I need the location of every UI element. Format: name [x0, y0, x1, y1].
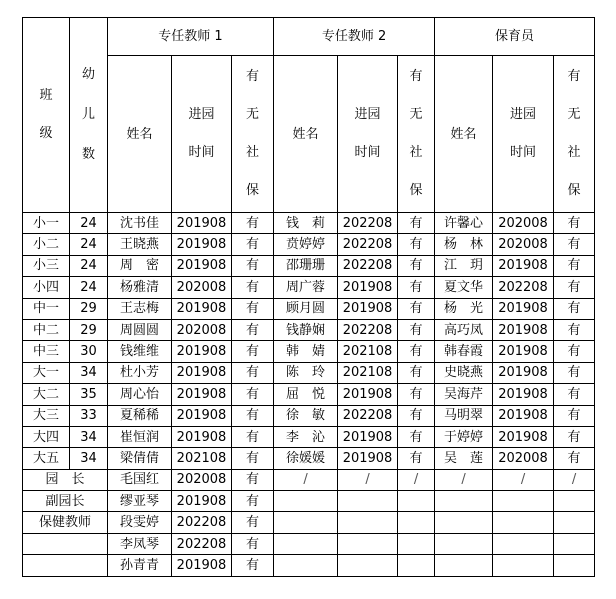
teacher1-insurance: 有	[232, 213, 274, 234]
teacher1-date: 201908	[172, 213, 232, 234]
teacher1-name: 周心怡	[108, 384, 172, 405]
table-row	[23, 341, 595, 362]
teacher2-date: 202108	[338, 341, 398, 362]
caregiver-name: 杨 林	[435, 234, 493, 255]
table-row	[23, 319, 595, 340]
count-cell: 30	[70, 341, 108, 362]
teacher1-name: 杨雅清	[108, 277, 172, 298]
empty-cell	[435, 512, 493, 533]
header-insurance-3: 有无社保	[554, 56, 595, 213]
caregiver-name: 韩春霞	[435, 341, 493, 362]
caregiver-date: 201908	[493, 298, 554, 319]
teacher2-insurance: 有	[398, 426, 435, 447]
table-row	[23, 448, 595, 469]
caregiver-insurance: 有	[554, 298, 595, 319]
header-row-columns	[23, 56, 595, 213]
table-row	[23, 298, 595, 319]
teacher2-name: 徐媛媛	[274, 448, 338, 469]
teacher1-insurance: 有	[232, 277, 274, 298]
empty-cell	[338, 491, 398, 512]
teacher2-name: 周广蓉	[274, 277, 338, 298]
class-cell: 小四	[23, 277, 70, 298]
count-cell: 34	[70, 448, 108, 469]
teacher2-name: 顾月圆	[274, 298, 338, 319]
caregiver-date: 202008	[493, 234, 554, 255]
teacher1-date: 202108	[172, 448, 232, 469]
role-cell	[23, 555, 108, 576]
teacher2-insurance: 有	[398, 405, 435, 426]
caregiver-date: 202008	[493, 448, 554, 469]
teacher1-insurance: 有	[232, 255, 274, 276]
teacher2-date: 202208	[338, 405, 398, 426]
staff-insurance: 有	[232, 512, 274, 533]
caregiver-name: 吴海芹	[435, 384, 493, 405]
teacher1-insurance: 有	[232, 426, 274, 447]
caregiver-insurance: 有	[554, 362, 595, 383]
class-cell: 小二	[23, 234, 70, 255]
caregiver-insurance: 有	[554, 426, 595, 447]
teacher2-date: 201908	[338, 426, 398, 447]
teacher1-name: 王志梅	[108, 298, 172, 319]
caregiver-name: 杨 光	[435, 298, 493, 319]
teacher2-date: 201908	[338, 298, 398, 319]
empty-cell	[435, 555, 493, 576]
header-teacher-2: 专任教师 2	[274, 18, 435, 56]
teacher2-date: 202108	[338, 362, 398, 383]
empty-cell	[554, 533, 595, 554]
role-cell: 园 长	[23, 469, 108, 490]
table-row	[23, 512, 595, 533]
staff-insurance: 有	[232, 555, 274, 576]
teacher2-insurance: 有	[398, 362, 435, 383]
teacher1-date: 201908	[172, 234, 232, 255]
staff-name: 段雯婷	[108, 512, 172, 533]
count-cell: 29	[70, 298, 108, 319]
class-cell: 中二	[23, 319, 70, 340]
empty-cell	[338, 555, 398, 576]
header-name-3: 姓名	[435, 56, 493, 213]
teacher2-insurance: 有	[398, 213, 435, 234]
staff-table-container	[22, 17, 595, 577]
empty-cell	[493, 533, 554, 554]
caregiver-insurance: 有	[554, 341, 595, 362]
staff-date: 202008	[172, 469, 232, 490]
empty-cell	[338, 512, 398, 533]
empty-cell	[398, 555, 435, 576]
table-row	[23, 255, 595, 276]
teacher2-name: 邵珊珊	[274, 255, 338, 276]
caregiver-name: 许馨心	[435, 213, 493, 234]
header-date-2: 进园时间	[338, 56, 398, 213]
teacher2-date: 202208	[338, 213, 398, 234]
empty-cell	[398, 533, 435, 554]
empty-cell: /	[338, 469, 398, 490]
staff-date: 201908	[172, 555, 232, 576]
staff-table	[22, 17, 595, 577]
empty-cell	[493, 555, 554, 576]
class-cell: 中一	[23, 298, 70, 319]
caregiver-insurance: 有	[554, 255, 595, 276]
header-caregiver: 保育员	[435, 18, 595, 56]
caregiver-insurance: 有	[554, 405, 595, 426]
teacher2-name: 徐 敏	[274, 405, 338, 426]
caregiver-insurance: 有	[554, 384, 595, 405]
teacher1-name: 钱维维	[108, 341, 172, 362]
caregiver-date: 201908	[493, 319, 554, 340]
table-row	[23, 469, 595, 490]
caregiver-date: 202008	[493, 213, 554, 234]
header-insurance-2: 有无社保	[398, 56, 435, 213]
empty-cell	[435, 533, 493, 554]
staff-insurance: 有	[232, 469, 274, 490]
teacher1-name: 杜小芳	[108, 362, 172, 383]
header-child-count: 幼儿数	[70, 18, 108, 213]
caregiver-date: 201908	[493, 341, 554, 362]
teacher2-date: 202208	[338, 234, 398, 255]
table-row	[23, 213, 595, 234]
teacher1-date: 201908	[172, 298, 232, 319]
staff-name: 孙青青	[108, 555, 172, 576]
teacher2-insurance: 有	[398, 255, 435, 276]
header-insurance-1: 有无社保	[232, 56, 274, 213]
empty-cell	[554, 491, 595, 512]
empty-cell	[274, 555, 338, 576]
teacher2-insurance: 有	[398, 298, 435, 319]
count-cell: 34	[70, 426, 108, 447]
class-cell: 大四	[23, 426, 70, 447]
caregiver-date: 201908	[493, 405, 554, 426]
staff-date: 202208	[172, 533, 232, 554]
count-cell: 33	[70, 405, 108, 426]
teacher1-insurance: 有	[232, 405, 274, 426]
empty-cell	[554, 512, 595, 533]
teacher1-date: 201908	[172, 426, 232, 447]
class-cell: 小三	[23, 255, 70, 276]
caregiver-date: 202208	[493, 277, 554, 298]
count-cell: 35	[70, 384, 108, 405]
role-cell: 保健教师	[23, 512, 108, 533]
teacher1-name: 崔恒润	[108, 426, 172, 447]
teacher1-insurance: 有	[232, 234, 274, 255]
caregiver-insurance: 有	[554, 234, 595, 255]
teacher2-insurance: 有	[398, 341, 435, 362]
class-cell: 大三	[23, 405, 70, 426]
teacher1-insurance: 有	[232, 384, 274, 405]
class-cell: 中三	[23, 341, 70, 362]
teacher1-name: 王晓燕	[108, 234, 172, 255]
teacher2-date: 201908	[338, 277, 398, 298]
teacher1-date: 201908	[172, 341, 232, 362]
caregiver-insurance: 有	[554, 213, 595, 234]
teacher2-name: 李 沁	[274, 426, 338, 447]
empty-cell	[338, 533, 398, 554]
teacher1-date: 202008	[172, 319, 232, 340]
teacher1-date: 201908	[172, 255, 232, 276]
header-date-3: 进园时间	[493, 56, 554, 213]
table-row	[23, 234, 595, 255]
table-row	[23, 426, 595, 447]
staff-insurance: 有	[232, 491, 274, 512]
caregiver-date: 201908	[493, 362, 554, 383]
empty-cell	[274, 533, 338, 554]
teacher2-date: 201908	[338, 448, 398, 469]
class-cell: 大五	[23, 448, 70, 469]
teacher2-insurance: 有	[398, 448, 435, 469]
caregiver-insurance: 有	[554, 319, 595, 340]
caregiver-name: 于婷婷	[435, 426, 493, 447]
empty-cell	[493, 491, 554, 512]
header-name-2: 姓名	[274, 56, 338, 213]
caregiver-insurance: 有	[554, 277, 595, 298]
teacher2-name: 贲婷婷	[274, 234, 338, 255]
count-cell: 24	[70, 234, 108, 255]
class-cell: 大一	[23, 362, 70, 383]
teacher1-insurance: 有	[232, 448, 274, 469]
empty-cell	[274, 512, 338, 533]
caregiver-name: 马明翠	[435, 405, 493, 426]
header-name-1: 姓名	[108, 56, 172, 213]
header-date-1: 进园时间	[172, 56, 232, 213]
teacher2-name: 屈 悦	[274, 384, 338, 405]
teacher1-date: 201908	[172, 384, 232, 405]
staff-date: 201908	[172, 491, 232, 512]
teacher2-name: 钱静娴	[274, 319, 338, 340]
table-row	[23, 491, 595, 512]
empty-cell	[398, 512, 435, 533]
teacher1-insurance: 有	[232, 362, 274, 383]
caregiver-name: 夏文华	[435, 277, 493, 298]
empty-cell	[274, 491, 338, 512]
teacher1-date: 201908	[172, 362, 232, 383]
teacher2-insurance: 有	[398, 234, 435, 255]
teacher2-name: 韩 婧	[274, 341, 338, 362]
teacher1-name: 周圆圆	[108, 319, 172, 340]
count-cell: 34	[70, 362, 108, 383]
empty-cell	[435, 491, 493, 512]
staff-date: 202208	[172, 512, 232, 533]
role-cell: 副园长	[23, 491, 108, 512]
teacher1-insurance: 有	[232, 298, 274, 319]
teacher2-insurance: 有	[398, 319, 435, 340]
staff-name: 李凤琴	[108, 533, 172, 554]
header-row-groups	[23, 18, 595, 56]
count-cell: 24	[70, 255, 108, 276]
table-row	[23, 384, 595, 405]
teacher2-date: 201908	[338, 384, 398, 405]
caregiver-name: 高巧凤	[435, 319, 493, 340]
teacher1-insurance: 有	[232, 341, 274, 362]
teacher1-date: 201908	[172, 405, 232, 426]
teacher1-name: 梁倩倩	[108, 448, 172, 469]
table-row	[23, 405, 595, 426]
teacher2-insurance: 有	[398, 277, 435, 298]
class-cell: 小一	[23, 213, 70, 234]
table-row	[23, 555, 595, 576]
count-cell: 24	[70, 277, 108, 298]
caregiver-date: 201908	[493, 384, 554, 405]
empty-cell	[554, 555, 595, 576]
teacher1-insurance: 有	[232, 319, 274, 340]
class-cell: 大二	[23, 384, 70, 405]
teacher2-name: 钱 莉	[274, 213, 338, 234]
table-row	[23, 277, 595, 298]
teacher2-name: 陈 玲	[274, 362, 338, 383]
caregiver-name: 江 玥	[435, 255, 493, 276]
table-row	[23, 362, 595, 383]
empty-cell: /	[435, 469, 493, 490]
staff-name: 缪亚琴	[108, 491, 172, 512]
staff-insurance: 有	[232, 533, 274, 554]
empty-cell	[398, 491, 435, 512]
teacher1-name: 沈书佳	[108, 213, 172, 234]
empty-cell: /	[493, 469, 554, 490]
staff-name: 毛国红	[108, 469, 172, 490]
caregiver-insurance: 有	[554, 448, 595, 469]
teacher2-date: 202208	[338, 319, 398, 340]
teacher1-date: 202008	[172, 277, 232, 298]
empty-cell: /	[554, 469, 595, 490]
caregiver-name: 史晓燕	[435, 362, 493, 383]
count-cell: 29	[70, 319, 108, 340]
caregiver-date: 201908	[493, 255, 554, 276]
empty-cell	[493, 512, 554, 533]
count-cell: 24	[70, 213, 108, 234]
caregiver-date: 201908	[493, 426, 554, 447]
teacher1-name: 夏稀稀	[108, 405, 172, 426]
teacher2-date: 202208	[338, 255, 398, 276]
table-row	[23, 533, 595, 554]
caregiver-name: 吴 莲	[435, 448, 493, 469]
role-cell	[23, 533, 108, 554]
teacher1-name: 周 密	[108, 255, 172, 276]
header-teacher-1: 专任教师 1	[108, 18, 274, 56]
empty-cell: /	[398, 469, 435, 490]
header-class: 班级	[23, 18, 70, 213]
empty-cell: /	[274, 469, 338, 490]
teacher2-insurance: 有	[398, 384, 435, 405]
